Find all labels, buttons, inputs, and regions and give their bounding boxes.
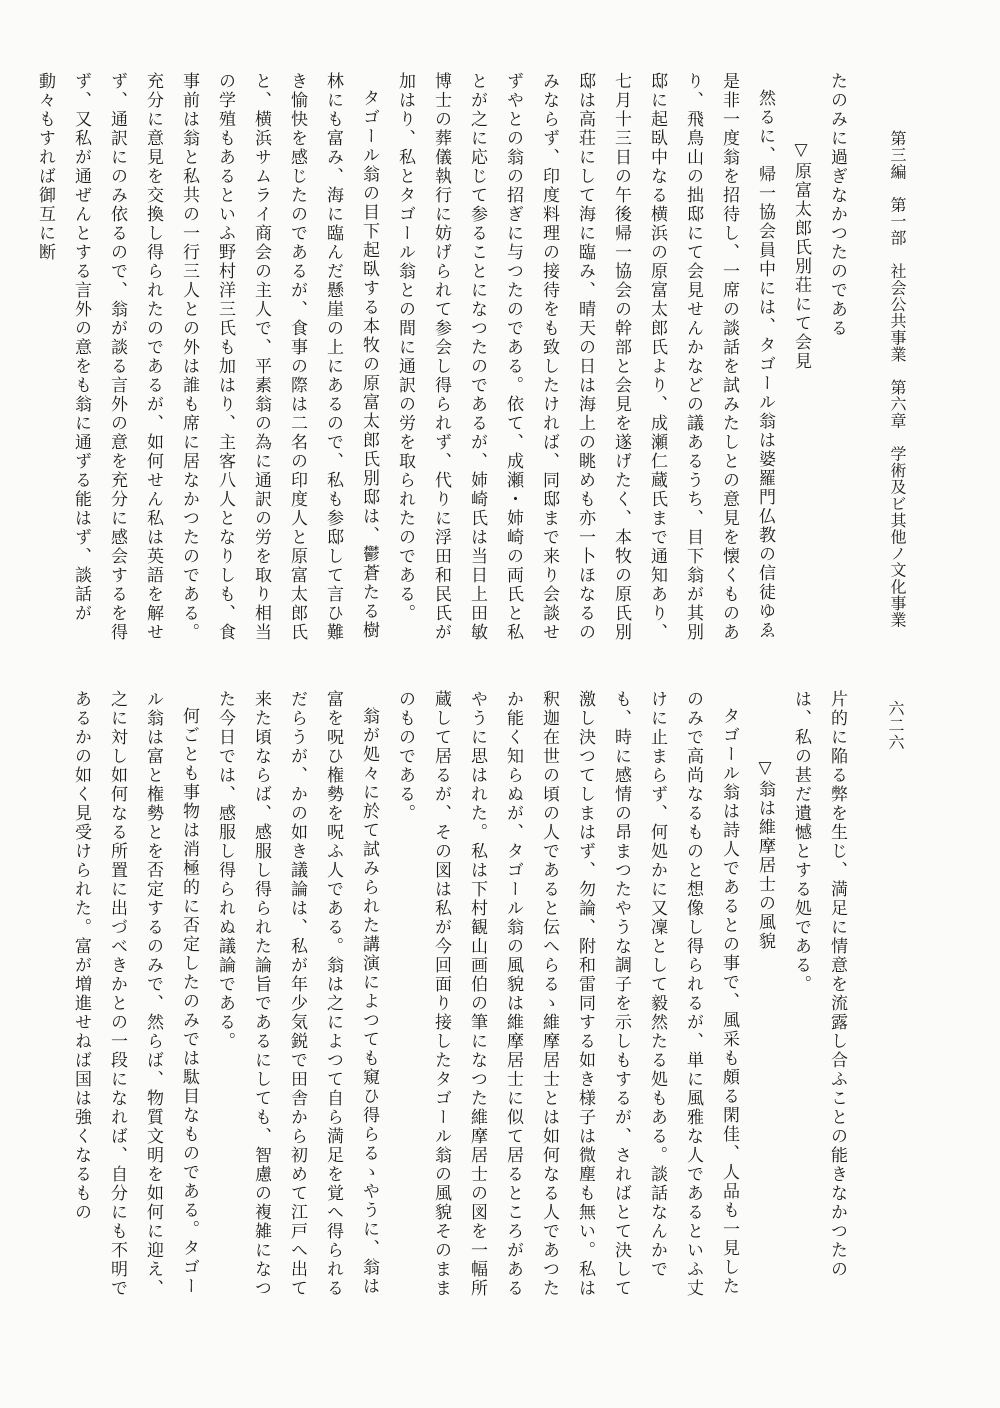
paragraph: タゴール翁は詩人であるとの事で、風采も頗る閑佳、人品も一見したのみで高尚なるものと想像し得られるが、単に風雅な人であるといふ丈けに止まらず、何処かに又凜として毅然たる処もある。談話なんかでも、時に感情の昂まつたやうな調子を示しもするが、さればとて決して激し決つてしまはず、勿論、附和雷同する如き様子は微塵も無い。私は釈迦在世の頃の人であると伝へらるゝ維摩居士とは如何なる人であつたか能く知らぬが、タゴール翁の風貌は維摩居士に似て居るところがあるやうに思はれた。私は下村観山画伯の筆になつた維摩居士の図を一幅所蔵して居るが、その図は私が今回面り接したタゴール翁の風貌そのままのものである。 [395, 690, 739, 1298]
upper-text-block [35, 72, 855, 652]
running-header: 第三編 第一部 社会公共事業 第六章 学術及ビ其他ノ文化事業 [888, 130, 907, 628]
paragraph: 何ごとも事物は消極的に否定したのみでは駄目なものである。タゴール翁は富と権勢とを否定するのみで、然らば、物質文明を如何に迎え、之に対し如何なる所置に出づべきかとの一段になれば、自分にも不明であるかの如く見受けられた。富が増進せねば国は強くなるもの [71, 690, 199, 1298]
section-heading: ▽翁は維摩居士の風貌 [755, 758, 775, 951]
section-heading: ▽原富太郎氏別荘にて会見 [791, 140, 811, 371]
continuation-text: たのみに過ぎなかつたのである [827, 72, 847, 338]
paragraph: タゴール翁の目下起臥する本牧の原富太郎氏別邸は、鬱蒼たる樹林にも富み、海に臨んだ懸崖の上にあるので、私も参邸して言ひ難き愉快を感じたのであるが、食事の際は二名の印度人と原富太郎氏と、横浜サムライ商会の主人で、平素翁の為に通訳の労を取り相当の学殖もあるといふ野村洋三氏も加はり、主客八人となりしも、食事前は翁と私共の一行三人との外は誰も席に居なかつたのである。充分に意見を交換し得られたのであるが、如何せん私は英語を解せず、通訳にのみ依るので、翁が談る言外の意を充分に感会するを得ず、又私が通ぜんとする言外の意をも翁に通ずる能はず、談話が動々もすれば御互に断 [35, 72, 379, 642]
paragraph: 然るに、帰一協会員中には、タゴール翁は婆羅門仏教の信徒ゆゑ是非一度翁を招待し、一席の談話を試みたしとの意見を懐くものあり、飛鳥山の拙邸にて会見せんかなどの議あるうち、目下翁が其別邸に起臥中なる横浜の原富太郎氏より、成瀬仁蔵氏まで通知あり、七月十三日の午後帰一協会の幹部と会見を遂げたく、本牧の原氏別邸は高荘にして海に臨み、晴天の日は海上の眺めも亦一卜ほなるのみならず、印度料理の接待をも致したければ、同邸まで来り会談せずやとの翁の招ぎに与つたのである。依て、成瀬・姉崎の両氏と私とが之に応じて参ることになつたのであるが、姉崎氏は当日上田敏博士の葬儀執行に妨げられて参会し得られず、代りに浮田和民氏が加はり、私とタゴール翁との間に通訳の労を取られたのである。 [395, 72, 775, 642]
page-number: 六二六 [886, 700, 905, 751]
paragraph: 翁が処々に於て試みられた講演によつても窺ひ得らるゝやうに、翁は富を呪ひ権勢を呪ふ人である。翁は之によつて自ら満足を覚へ得られるだらうが、かの如き議論は、私が年少気鋭で田舎から初めて江戸へ出て来た頃ならば、感服し得られた論旨であるにしても、智慮の複雑になつた今日では、感服し得られぬ議論である。 [215, 690, 379, 1298]
lower-text-block [71, 690, 855, 1310]
continuation-text: 片的に陥る弊を生じ、満足に情意を流露し合ふことの能きなかつたのは、私の甚だ遺憾とする処である。 [791, 690, 847, 1279]
